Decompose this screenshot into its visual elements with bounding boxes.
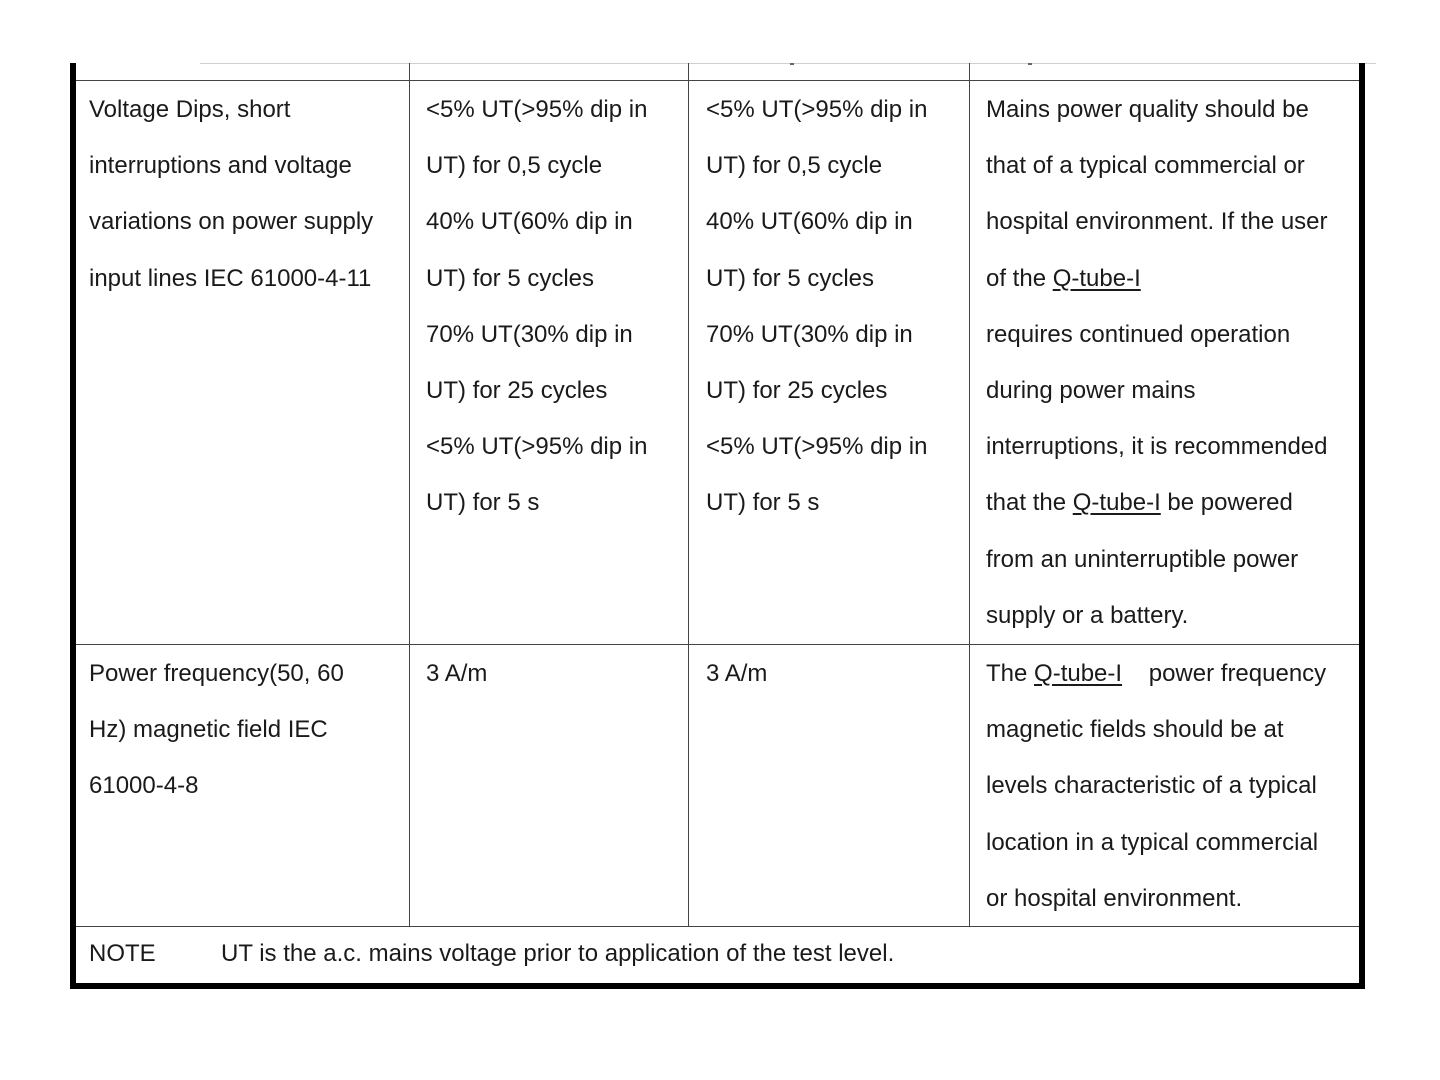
cell-line: variations on power supply <box>89 208 374 236</box>
device-name-underlined: Q-tube-I <box>1034 660 1123 687</box>
device-name-underlined: Q-tube-I <box>1072 489 1161 517</box>
cell-line: Power frequency(50, 60 <box>89 660 344 687</box>
cell-line: from an uninterruptible power <box>986 545 1299 573</box>
cell-line: <5% UT(>95% dip in <box>706 96 928 123</box>
cell-line: requires continued operation <box>986 320 1291 348</box>
cell-line: 40% UT(60% dip in <box>426 208 633 236</box>
cell-line: during power mains <box>986 377 1196 405</box>
row-divider <box>76 644 1359 645</box>
cell-line <box>986 251 1328 307</box>
column-divider <box>409 63 410 926</box>
cell-line: interruptions, it is recommended <box>986 433 1328 461</box>
cell-line: UT) for 0,5 cycle <box>426 152 603 180</box>
cell-line: that of a typical commercial or <box>986 152 1305 180</box>
guidance-cell <box>986 646 1326 927</box>
cell-line: interruptions and voltage <box>89 152 352 180</box>
cell-line: UT) for 5 cycles <box>426 264 595 292</box>
text-run: The <box>986 660 1035 687</box>
phenomenon-cell <box>89 646 344 815</box>
column-divider <box>688 63 689 926</box>
cell-line: Hz) magnetic field IEC <box>89 716 328 744</box>
cell-line: UT) for 5 s <box>426 489 540 517</box>
cell-line: 70% UT(30% dip in <box>426 320 633 348</box>
cell-line: UT) for 25 cycles <box>426 377 608 405</box>
text-run: power frequency <box>1122 660 1327 687</box>
phenomenon-cell <box>89 82 373 307</box>
cell-line: <5% UT(>95% dip in <box>426 96 648 123</box>
cell-line: 70% UT(30% dip in <box>706 320 913 348</box>
cell-line: or hospital environment. <box>986 884 1243 912</box>
cell-line: UT) for 5 s <box>706 489 820 517</box>
cell-line: <5% UT(>95% dip in <box>426 433 648 461</box>
column-divider <box>969 63 970 926</box>
text-run: of the <box>986 264 1053 292</box>
table-note <box>89 926 894 982</box>
cell-line: hospital environment. If the user <box>986 208 1328 236</box>
note-text: UT is the a.c. mains voltage prior to application of the test level. <box>221 940 895 967</box>
cell-line: location in a typical commercial <box>986 828 1319 856</box>
cut-off-header-fragment <box>1028 63 1032 65</box>
cell-line: 3 A/m <box>426 660 488 687</box>
row-divider <box>76 80 1359 81</box>
guidance-cell <box>986 82 1328 644</box>
text-run: be powered <box>1160 489 1293 517</box>
cell-line: 3 A/m <box>706 660 768 687</box>
compliance-level-cell <box>706 646 767 702</box>
cell-line: UT) for 25 cycles <box>706 377 888 405</box>
cell-line: Mains power quality should be <box>986 96 1309 123</box>
cell-line <box>986 475 1328 531</box>
text-run: that the <box>986 489 1073 517</box>
emc-immunity-table <box>70 63 1365 989</box>
cell-line: 61000-4-8 <box>89 772 199 800</box>
cell-line: UT) for 5 cycles <box>706 264 875 292</box>
test-level-cell <box>426 82 647 532</box>
device-name-underlined: Q-tube-I <box>1052 264 1141 292</box>
cell-line: input lines IEC 61000-4-11 <box>89 264 372 292</box>
cell-line: <5% UT(>95% dip in <box>706 433 928 461</box>
cell-line: Voltage Dips, short <box>89 96 291 123</box>
cell-line: 40% UT(60% dip in <box>706 208 913 236</box>
cell-line: UT) for 0,5 cycle <box>706 152 883 180</box>
cell-line: levels characteristic of a typical <box>986 772 1317 800</box>
note-label: NOTE <box>89 940 156 967</box>
cell-line: supply or a battery. <box>986 601 1189 629</box>
cut-off-header-fragment <box>790 63 794 65</box>
compliance-level-cell <box>706 82 927 532</box>
test-level-cell <box>426 646 487 702</box>
cell-line: magnetic fields should be at <box>986 716 1284 744</box>
cell-line <box>986 646 1326 702</box>
